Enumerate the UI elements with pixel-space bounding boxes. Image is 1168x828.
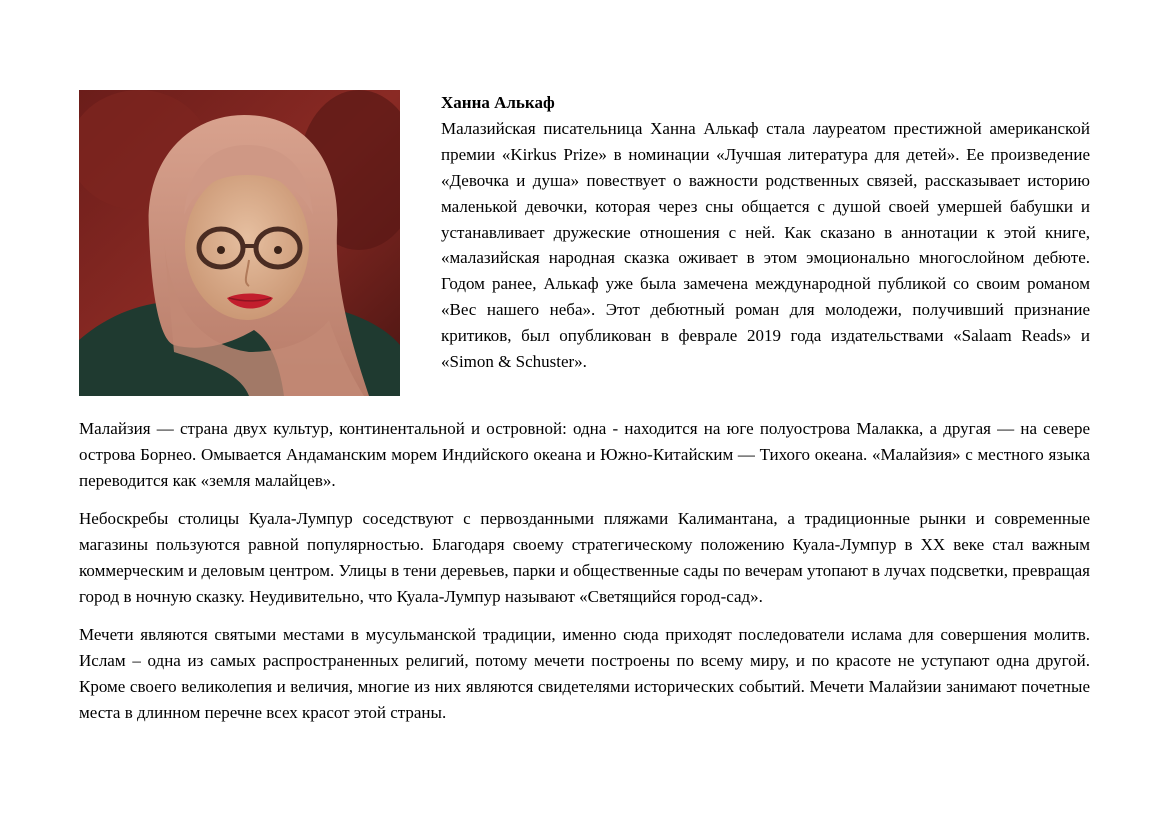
paragraph-kuala-lumpur: Небоскребы столицы Куала-Лумпур соседствуют с первозданными пляжами Калимантана, а традиционные рынки и современные магазины пользуются равной популярностью. Благодаря своему стратегическому положению Куала-Лумпур в XX веке стал важным коммерческим и деловым центром. Улицы в тени деревьев, парки и общественные сады по вечерам утопают в лучах подсветки, превращая город в ночную сказку. Неудивительно, что Куала-Лумпур называют «Светящийся город-сад». <box>79 509 1090 606</box>
author-portrait-image <box>79 90 400 396</box>
author-bio <box>441 90 1090 375</box>
article-body <box>79 416 1090 738</box>
paragraph-mosques: Мечети являются святыми местами в мусульманской традиции, именно сюда приходят последователи ислама для совершения молитв. Ислам – одна из самых распространенных религий, потому мечети построены по всему миру, и по красоте не уступают одна другой. Кроме своего великолепия и величия, многие из них являются свидетелями исторических событий. Мечети Малайзии занимают почетные места в длинном перечне всех красот этой страны. <box>79 625 1090 722</box>
author-bio-text: Малазийская писательница Ханна Алькаф стала лауреатом престижной американской премии «Kirkus Prize» в номинации «Лучшая литература для детей». Ее произведение «Девочка и душа» повествует о важности родственных связей, рассказывает историю маленькой девочки, которая через сны общается с душой своей умершей бабушки и устанавливает дружеские отношения с ней. Как сказано в аннотации к этой книге, «малазийская народная сказка оживает в этом эмоционально многослойном дебюте. Годом ранее, Алькаф уже была замечена международной публикой со своим романом «Вес нашего неба». Этот дебютный роман для молодежи, получивший признание критиков, был опубликован в феврале 2019 года издательствами «Salaam Reads» и «Simon & Schuster». <box>441 118 1090 372</box>
author-name: Ханна Алькаф <box>441 93 555 112</box>
paragraph-malaysia: Малайзия — страна двух культур, континентальной и островной: одна - находится на юге полуострова Малакка, а другая — на севере острова Борнео. Омывается Андаманским морем Индийского океана и Южно-Китайским — Тихого океана. «Малайзия» с местного языка переводится как «земля малайцев». <box>79 419 1090 490</box>
